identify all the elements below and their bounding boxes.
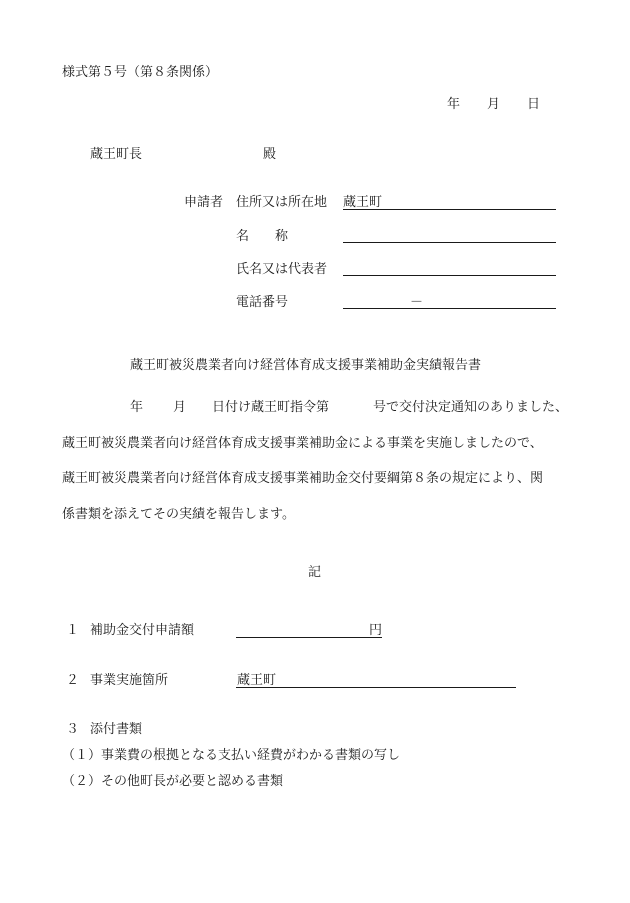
applicant-phone-line <box>343 308 556 309</box>
applicant-address-line <box>343 209 556 210</box>
item3-number: ３ <box>66 722 80 737</box>
item2-value: 蔵王町 <box>237 673 277 688</box>
item3-subitem-2: （２）その他町長が必要と認める書類 <box>62 774 284 789</box>
item1-amount-line <box>236 637 382 638</box>
applicant-phone-label: 電話番号 <box>236 295 289 310</box>
document-title: 蔵王町被災農業者向け経営体育成支援事業補助金実績報告書 <box>130 358 482 373</box>
item2-number: ２ <box>66 673 80 688</box>
applicant-representative-label: 氏名又は代表者 <box>236 262 328 277</box>
ki-heading: 記 <box>308 565 322 580</box>
applicant-label: 申請者 <box>184 195 224 210</box>
body-line3: 蔵王町被災農業者向け経営体育成支援事業補助金交付要綱第８条の規定により、関 <box>62 471 544 486</box>
applicant-name-label: 名 称 <box>236 229 289 244</box>
date-year-label: 年 <box>447 97 461 112</box>
item1-unit: 円 <box>369 623 383 638</box>
item1-number: １ <box>66 623 80 638</box>
applicant-address-label: 住所又は所在地 <box>236 195 328 210</box>
body-line1-mid: 日付け蔵王町指令第 <box>212 400 330 415</box>
applicant-representative-line <box>343 275 556 276</box>
body-line4: 係書類を添えてその実績を報告します。 <box>62 507 295 522</box>
item3-label: 添付書類 <box>90 722 143 737</box>
body-line2: 蔵王町被災農業者向け経営体育成支援事業補助金による事業を実施しましたので、 <box>62 436 543 451</box>
form-number: 様式第５号（第８条関係） <box>62 65 219 80</box>
item2-location-line <box>236 687 516 688</box>
addressee-honorific: 殿 <box>263 147 277 162</box>
applicant-name-line <box>343 242 556 243</box>
date-day-label: 日 <box>527 97 541 112</box>
item2-label: 事業実施箇所 <box>90 673 169 688</box>
applicant-phone-separator: － <box>410 295 424 310</box>
item3-subitem-1: （１）事業費の根拠となる支払い経費がわかる書類の写し <box>62 748 401 763</box>
body-line1-year: 年 <box>130 400 144 415</box>
date-month-label: 月 <box>487 97 501 112</box>
item1-label: 補助金交付申請額 <box>90 623 195 638</box>
body-line1-month: 月 <box>173 400 187 415</box>
body-line1-tail: 号で交付決定通知のありました、 <box>373 400 569 415</box>
addressee-name: 蔵王町長 <box>90 147 143 162</box>
applicant-address-value: 蔵王町 <box>343 195 383 210</box>
